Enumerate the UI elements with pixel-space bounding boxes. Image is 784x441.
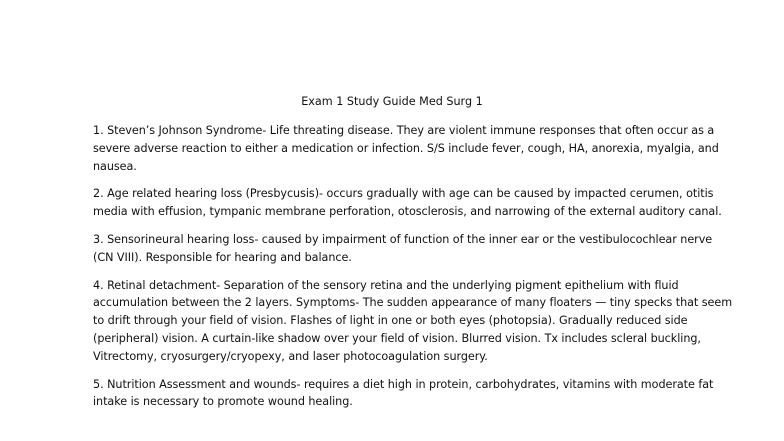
document-title: Exam 1 Study Guide Med Surg 1	[301, 95, 483, 108]
paragraph-retinal-detachment: 4. Retinal detachment- Separation of the sensory retina and the underlying pigment epithelium with fluid accumulation between the 2 layers. Symptoms- The sudden appearance of many floaters — tiny specks that seem to drift through your field of vision. Flashes of light in one or both eyes (photopsia). Gradually reduced side (peripheral) vision. A curtain-like shadow over your field of vision. Blurred vision. Tx includes scleral buckling, Vitrectomy, cryosurgery/cryopexy, and laser photocoagulation surgery.	[93, 278, 733, 363]
paragraph-stevens-johnson: 1. Steven’s Johnson Syndrome- Life threating disease. They are violent immune responses that often occur as a severe adverse reaction to either a medication or infection. S/S include fever, cough, HA, anorexia, myalgia, and nausea.	[93, 124, 719, 173]
document-body	[93, 122, 733, 421]
paragraph-presbycusis: 2. Age related hearing loss (Presbycusis)- occurs gradually with age can be caused by impacted cerumen, otitis media with effusion, tympanic membrane perforation, otosclerosis, and narrowing of the external auditory canal.	[93, 187, 722, 219]
paragraph-nutrition-wounds: 5. Nutrition Assessment and wounds- requires a diet high in protein, carbohydrates, vitamins with moderate fat intake is necessary to promote wound healing.	[93, 377, 714, 409]
paragraph-sensorineural: 3. Sensorineural hearing loss- caused by impairment of function of the inner ear or the vestibulocochlear nerve (CN VIII). Responsible for hearing and balance.	[93, 232, 713, 264]
